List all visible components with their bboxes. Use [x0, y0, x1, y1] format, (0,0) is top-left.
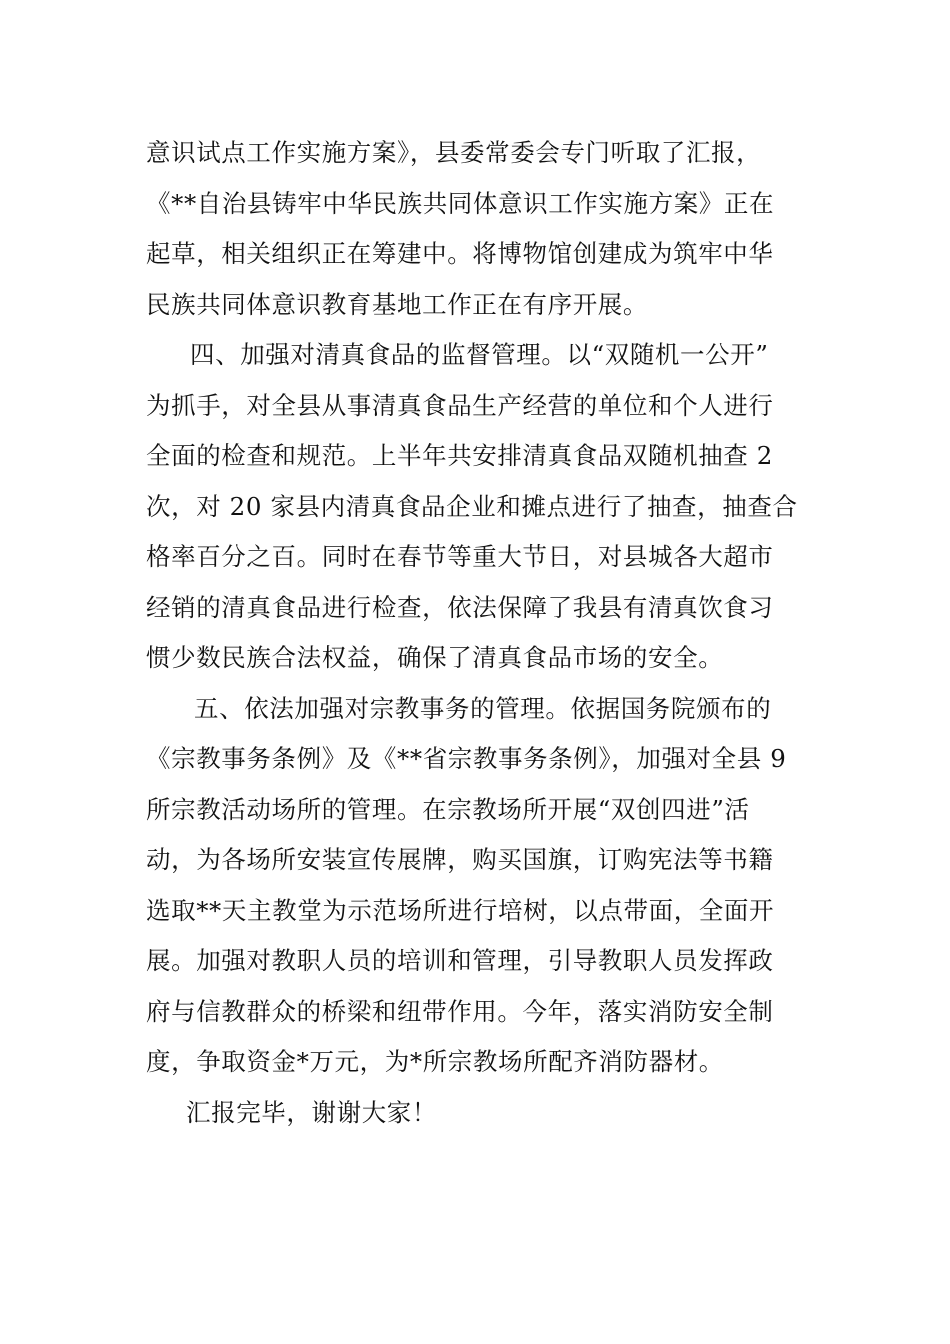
document-body: [146, 128, 806, 1138]
text-line: 府与信教群众的桥梁和纽带作用。今年，落实消防安全制: [146, 996, 774, 1026]
text-line: 起草，相关组织正在筹建中。将博物馆创建成为筑牢中华: [146, 239, 774, 268]
text-line: 民族共同体意识教育基地工作正在有序开展。: [146, 289, 648, 319]
text-line: 惯少数民族合法权益，确保了清真食品市场的安全。: [146, 643, 724, 672]
section-heading-line: 四、加强对清真食品的监督管理。以“双随机一公开”: [190, 340, 769, 369]
text-line: 展。加强对教职人员的培训和管理，引导教职人员发挥政: [146, 946, 774, 975]
text-line: 《**自治县铸牢中华民族共同体意识工作实施方案》正在: [146, 188, 775, 218]
text-line: 全面的检查和规范。上半年共安排清真食品双随机抽查 2: [146, 441, 773, 470]
paragraph-closing: [146, 1088, 806, 1139]
closing-line: 汇报完毕，谢谢大家！: [186, 1097, 437, 1127]
text-line: 格率百分之百。同时在春节等重大节日，对县城各大超市: [146, 542, 774, 571]
section-heading-line: 五、依法加强对宗教事务的管理。依据国务院颁布的: [194, 693, 772, 723]
text-line: 为抓手，对全县从事清真食品生产经营的单位和个人进行: [146, 390, 774, 420]
text-line: 度，争取资金*万元，为*所宗教场所配齐消防器材。: [146, 1047, 724, 1076]
text-line: 《宗教事务条例》及《**省宗教事务条例》，加强对全县 9: [146, 744, 787, 773]
text-line: 选取**天主教堂为示范场所进行培树，以点带面，全面开: [146, 895, 775, 925]
text-line: 次，对 20 家县内清真食品企业和摊点进行了抽查，抽查合: [146, 491, 798, 521]
text-line: 意识试点工作实施方案》，县委常委会专门听取了汇报，: [146, 138, 762, 167]
paragraph-section-five: [146, 684, 806, 1088]
text-line: 所宗教活动场所的管理。在宗教场所开展“双创四进”活: [146, 794, 750, 824]
text-line: 经销的清真食品进行检查，依法保障了我县有清真饮食习: [146, 592, 774, 622]
paragraph-continued: [146, 128, 806, 330]
text-line: 动，为各场所安装宣传展牌，购买国旗，订购宪法等书籍: [146, 845, 774, 874]
paragraph-section-four: [146, 330, 806, 684]
